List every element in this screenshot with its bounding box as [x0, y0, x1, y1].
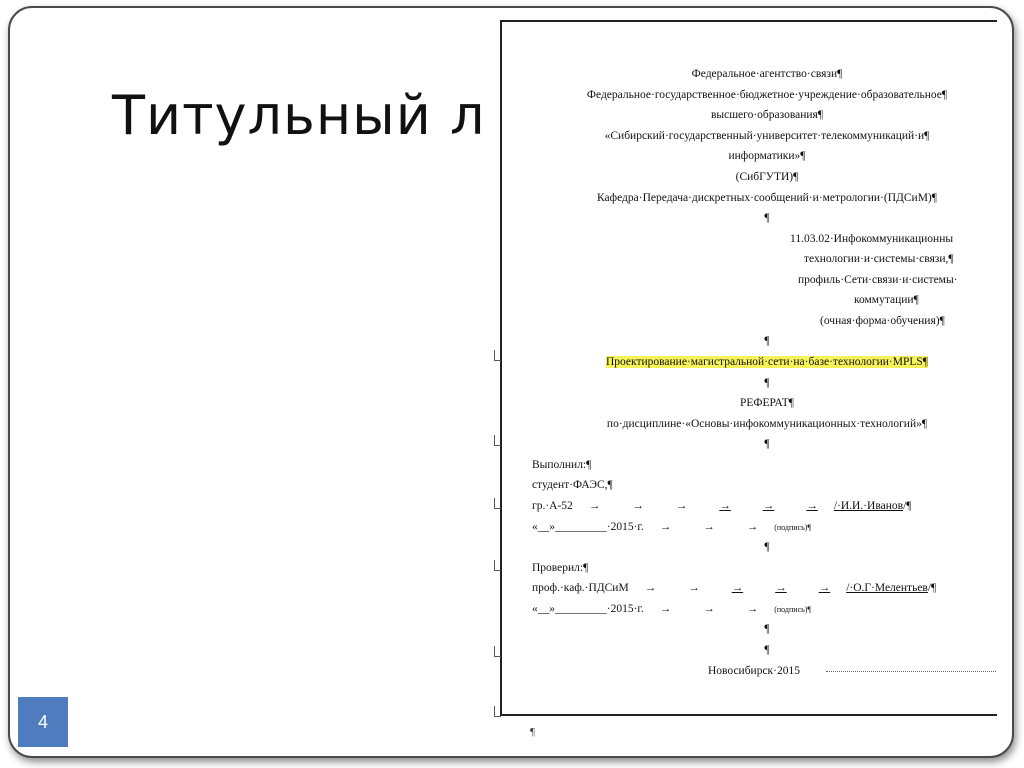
department-line: Кафедра·Передача·дискретных·сообщений·и·метрологии·(ПДСиМ)¶ [597, 192, 937, 204]
tab-arrow: → [746, 603, 759, 615]
tab-arrow: → [818, 582, 831, 594]
study-form-line: (очная·форма·обучения)¶ [820, 315, 945, 327]
teacher-name-end: /¶ [927, 582, 937, 594]
dotted-leader [826, 671, 996, 672]
tab-arrow: → [731, 582, 744, 594]
tab-arrow: → [719, 500, 731, 512]
university-abbr: (СибГУТИ)¶ [735, 171, 799, 183]
teacher-text: проф.·каф.·ПДСиМ [532, 582, 629, 594]
empty-paragraph: ¶ [764, 212, 770, 224]
group-text: гр.·А-52 [532, 500, 573, 512]
tab-arrow: → [703, 521, 715, 533]
org-line-3: высшего·образования¶ [710, 109, 824, 121]
tab-arrow: → [806, 500, 818, 512]
tab-arrow: → [762, 500, 775, 512]
date-line-2 [532, 603, 811, 615]
empty-paragraph: ¶ [764, 541, 770, 553]
tab-arrow: → [659, 603, 672, 615]
page-bottom-edge [500, 714, 997, 719]
ruler-tick [494, 646, 501, 657]
ruler-tick [494, 498, 501, 509]
trailing-paragraph-mark: ¶ [530, 726, 535, 738]
ruler-tick [494, 560, 501, 571]
date-text-2: «__»_________·2015·г. [532, 603, 644, 615]
done-label: Выполнил:¶ [532, 459, 592, 471]
student-name-end: /¶ [903, 500, 912, 512]
discipline-line: по·дисциплине·«Основы·инфокоммуникационных·технологий»¶ [606, 418, 928, 430]
student-name: /·И.И.·Иванов [833, 500, 904, 512]
empty-paragraph: ¶ [764, 377, 770, 389]
empty-paragraph: ¶ [764, 623, 770, 635]
topic-line [502, 356, 997, 368]
tab-arrow: → [746, 521, 759, 533]
ruler-tick [494, 706, 501, 717]
specialty-line-3: профиль·Сети·связи·и·системы· [798, 274, 958, 286]
title-page-document [500, 20, 997, 716]
specialty-line-4: коммутации¶ [854, 294, 919, 306]
tab-arrow: → [659, 521, 672, 533]
empty-paragraph: ¶ [764, 644, 770, 656]
university-line-1: «Сибирский·государственный·университет·телекоммуникаций·и¶ [604, 130, 930, 142]
slide-number-badge: 4 [18, 697, 68, 747]
teacher-name: /·О.Г·Мелентьев [846, 582, 928, 594]
date-text-1: «__»_________·2015·г. [532, 521, 644, 533]
topic-highlight: Проектирование·магистральной·сети·на·базе·технологии·MPLS¶ [605, 356, 929, 368]
ruler-tick [494, 350, 501, 361]
tab-arrow: → [775, 582, 787, 594]
document-type: РЕФЕРАТ¶ [740, 397, 794, 409]
tab-arrow: → [644, 582, 657, 594]
student-line: студент·ФАЭС,¶ [532, 479, 613, 491]
tab-arrow: → [632, 500, 644, 512]
ruler-tick [494, 435, 501, 446]
tab-arrow: → [588, 500, 601, 512]
tab-arrow: → [703, 603, 715, 615]
empty-paragraph: ¶ [764, 335, 770, 347]
org-line-2: Федеральное·государственное·бюджетное·учреждение·образовательное¶ [586, 89, 948, 101]
specialty-line-1: 11.03.02·Инфокоммуникационны [790, 233, 954, 245]
teacher-line [532, 582, 936, 594]
org-line-1: Федеральное·агентство·связи¶ [691, 68, 843, 80]
tab-arrow: → [688, 582, 700, 594]
signature-caption-1: (подпись)¶ [774, 523, 812, 532]
university-line-2: информатики»¶ [728, 150, 806, 162]
checked-label: Проверил:¶ [532, 562, 589, 574]
specialty-line-2: технологии·и·системы·связи,¶ [804, 253, 954, 265]
slide-title: Титульный л [112, 84, 486, 147]
date-line-1 [532, 521, 811, 533]
city-year: Новосибирск·2015 [708, 665, 800, 677]
signature-caption-2: (подпись)¶ [774, 605, 812, 614]
group-line [532, 500, 911, 512]
tab-arrow: → [675, 500, 688, 512]
empty-paragraph: ¶ [764, 438, 770, 450]
